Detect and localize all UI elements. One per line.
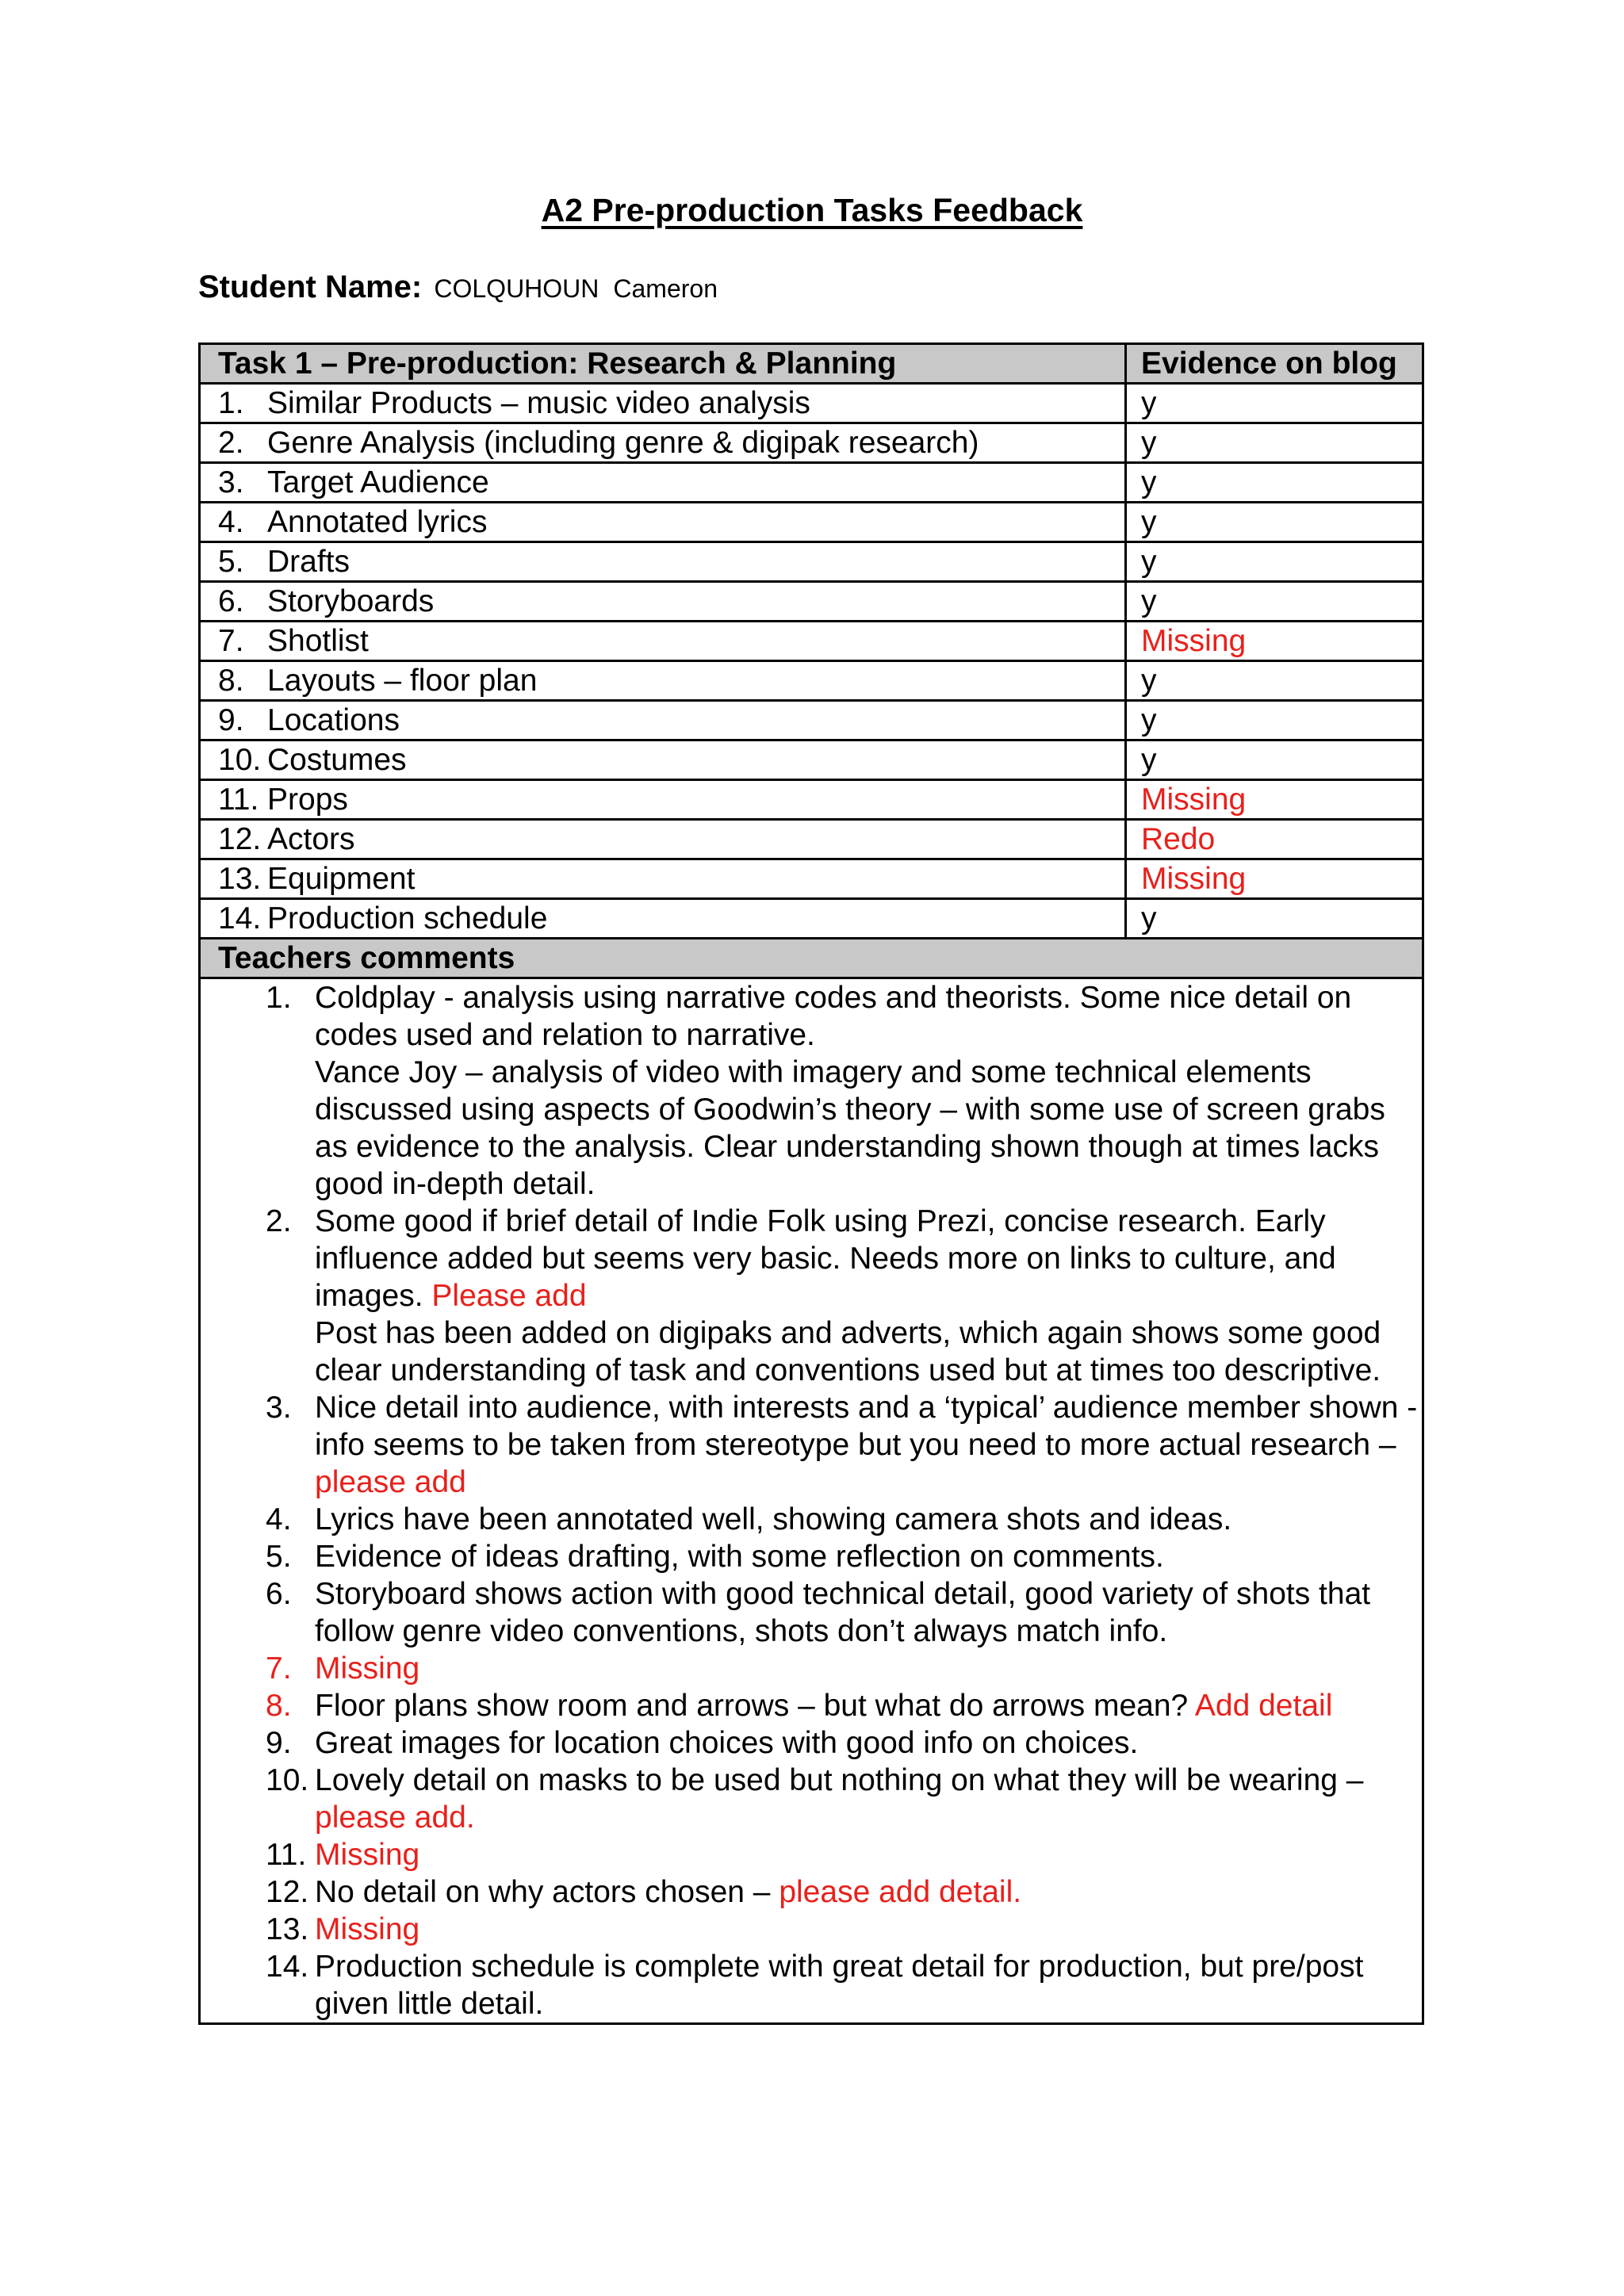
evidence-cell: y [1126, 384, 1423, 423]
student-name-line [198, 270, 732, 305]
comments-row [200, 978, 1423, 2024]
comment-action-text: Missing [315, 1838, 420, 1872]
comment-item [266, 1575, 1422, 1650]
table-row [200, 423, 1423, 463]
table-row [200, 820, 1423, 859]
task-cell [200, 820, 1126, 859]
comment-number: 7. [266, 1651, 292, 1686]
table-row [200, 463, 1423, 503]
task-cell [200, 740, 1126, 780]
table-row [200, 661, 1423, 701]
feedback-table [198, 342, 1424, 2025]
task-label: Annotated lyrics [267, 505, 488, 539]
table-row [200, 384, 1423, 423]
comment-item [266, 1836, 1422, 1873]
table-row [200, 740, 1423, 780]
comment-text: Storyboard shows action with good technical detail, good variety of shots that follow genre video conventions, shots don’t always match info. [315, 1577, 1371, 1648]
comment-item [266, 1948, 1422, 2022]
comment-number: 14. [266, 1950, 309, 1984]
comment-number: 6. [266, 1577, 292, 1611]
comment-action-text: Missing [315, 1912, 420, 1946]
task-number: 8. [218, 664, 244, 698]
task-label: Target Audience [267, 465, 489, 499]
page-title: A2 Pre-production Tasks Feedback [541, 192, 1083, 228]
task-label: Layouts – floor plan [267, 664, 538, 698]
task-label: Props [267, 783, 348, 817]
table-row [200, 899, 1423, 939]
comment-action-text: Missing [315, 1651, 420, 1686]
comment-number: 12. [266, 1875, 309, 1909]
comment-item [266, 1203, 1422, 1389]
comments-list [218, 979, 1422, 2022]
comment-text: Nice detail into audience, with interests and a ‘typical’ audience member shown - info seems to be taken from stereotype but you need to more actual research – [315, 1391, 1418, 1462]
task-cell [200, 582, 1126, 622]
comment-number: 5. [266, 1540, 292, 1574]
comment-number: 9. [266, 1726, 292, 1760]
comment-number: 8. [266, 1689, 292, 1723]
task-label: Similar Products – music video analysis [267, 386, 810, 420]
task-number: 12. [218, 822, 262, 856]
comment-item [266, 1687, 1422, 1724]
comment-text: Production schedule is complete with great detail for production, but pre/post given little detail. [315, 1950, 1364, 2021]
table-header-row [200, 344, 1423, 384]
comment-number: 10. [266, 1763, 309, 1797]
task-number: 1. [218, 386, 244, 420]
comment-number: 1. [266, 981, 292, 1015]
task-number: 4. [218, 505, 244, 539]
table-row [200, 859, 1423, 899]
task-cell [200, 384, 1126, 423]
table-row [200, 780, 1423, 820]
comment-item [266, 1501, 1422, 1538]
evidence-cell: y [1126, 701, 1423, 740]
task-number: 13. [218, 862, 262, 896]
comment-text: Some good if brief detail of Indie Folk using Prezi, concise research. Early influence added but seems very basic. Needs more on links to culture, and images. [315, 1204, 1336, 1313]
task-number: 7. [218, 624, 244, 658]
comment-item [266, 1762, 1422, 1836]
comment-item [266, 1724, 1422, 1762]
evidence-cell: y [1126, 740, 1423, 780]
table-row [200, 622, 1423, 661]
task-cell [200, 622, 1126, 661]
comment-number: 4. [266, 1502, 292, 1536]
task-number: 10. [218, 743, 262, 777]
evidence-cell: y [1126, 503, 1423, 542]
comment-action-text: Please add [431, 1279, 587, 1313]
task-label: Drafts [267, 545, 350, 579]
task-cell [200, 661, 1126, 701]
comment-number: 2. [266, 1204, 292, 1238]
task-label: Genre Analysis (including genre & digipak research) [267, 426, 979, 460]
task-number: 9. [218, 703, 244, 737]
comment-item [266, 1911, 1422, 1948]
task-number: 2. [218, 426, 244, 460]
evidence-cell: Redo [1126, 820, 1423, 859]
comments-header: Teachers comments [200, 939, 1423, 978]
comment-text: Lovely detail on masks to be used but nothing on what they will be wearing – [315, 1763, 1364, 1797]
comment-text: Post has been added on digipaks and adverts, which again shows some good clear understanding of task and conventions used but at times too descriptive. [315, 1316, 1381, 1387]
comment-item [266, 979, 1422, 1203]
task-label: Shotlist [267, 624, 369, 658]
evidence-header: Evidence on blog [1126, 344, 1423, 384]
evidence-cell: Missing [1126, 622, 1423, 661]
task-cell [200, 503, 1126, 542]
comment-text: No detail on why actors chosen – [315, 1875, 779, 1909]
task-cell [200, 701, 1126, 740]
comments-cell [200, 978, 1423, 2024]
comment-action-text: please add. [315, 1800, 475, 1835]
task-label: Actors [267, 822, 355, 856]
table-row [200, 582, 1423, 622]
comment-item [266, 1538, 1422, 1575]
task-cell [200, 899, 1126, 939]
evidence-cell: y [1126, 463, 1423, 503]
comment-text: Coldplay - analysis using narrative codes and theorists. Some nice detail on codes used and relation to narrative. [315, 981, 1352, 1052]
comment-action-text: Add detail [1194, 1689, 1333, 1723]
task-label: Costumes [267, 743, 407, 777]
evidence-cell: y [1126, 423, 1423, 463]
student-first-name: Cameron [613, 274, 718, 303]
task-cell [200, 423, 1126, 463]
comment-action-text: please add detail. [779, 1875, 1022, 1909]
task-cell [200, 463, 1126, 503]
task-cell [200, 780, 1126, 820]
table-row [200, 542, 1423, 582]
student-name-label: Student Name: [198, 270, 423, 304]
task-number: 3. [218, 465, 244, 499]
task-cell [200, 859, 1126, 899]
task-label: Equipment [267, 862, 416, 896]
task-header: Task 1 – Pre-production: Research & Planning [200, 344, 1126, 384]
evidence-cell: y [1126, 542, 1423, 582]
task-label: Production schedule [267, 901, 548, 936]
task-number: 11. [218, 783, 259, 817]
comment-action-text: please add [315, 1465, 466, 1499]
comment-text: Vance Joy – analysis of video with imagery and some technical elements discussed using aspects of Goodwin’s theory – with some use of screen grabs as evidence to the analysis. Clear understanding shown though at times lacks good in-depth detail. [315, 1055, 1385, 1201]
student-name-value [434, 274, 732, 303]
comment-text: Evidence of ideas drafting, with some reflection on comments. [315, 1540, 1164, 1574]
comment-number: 11. [266, 1838, 307, 1872]
comment-item [266, 1389, 1422, 1501]
comment-number: 13. [266, 1912, 309, 1946]
comment-item [266, 1873, 1422, 1911]
comment-text: Lyrics have been annotated well, showing camera shots and ideas. [315, 1502, 1232, 1536]
comment-text: Floor plans show room and arrows – but what do arrows mean? [315, 1689, 1195, 1723]
task-label: Storyboards [267, 584, 435, 618]
comments-header-row [200, 939, 1423, 978]
task-number: 6. [218, 584, 244, 618]
task-number: 14. [218, 901, 262, 936]
evidence-cell: Missing [1126, 780, 1423, 820]
task-number: 5. [218, 545, 244, 579]
task-label: Locations [267, 703, 400, 737]
comment-number: 3. [266, 1391, 292, 1425]
comment-item [266, 1650, 1422, 1687]
table-row [200, 701, 1423, 740]
student-surname: COLQUHOUN [434, 274, 599, 303]
evidence-cell: Missing [1126, 859, 1423, 899]
comment-text: Great images for location choices with good info on choices. [315, 1726, 1139, 1760]
table-row [200, 503, 1423, 542]
evidence-cell: y [1126, 661, 1423, 701]
evidence-cell: y [1126, 582, 1423, 622]
task-cell [200, 542, 1126, 582]
evidence-cell: y [1126, 899, 1423, 939]
